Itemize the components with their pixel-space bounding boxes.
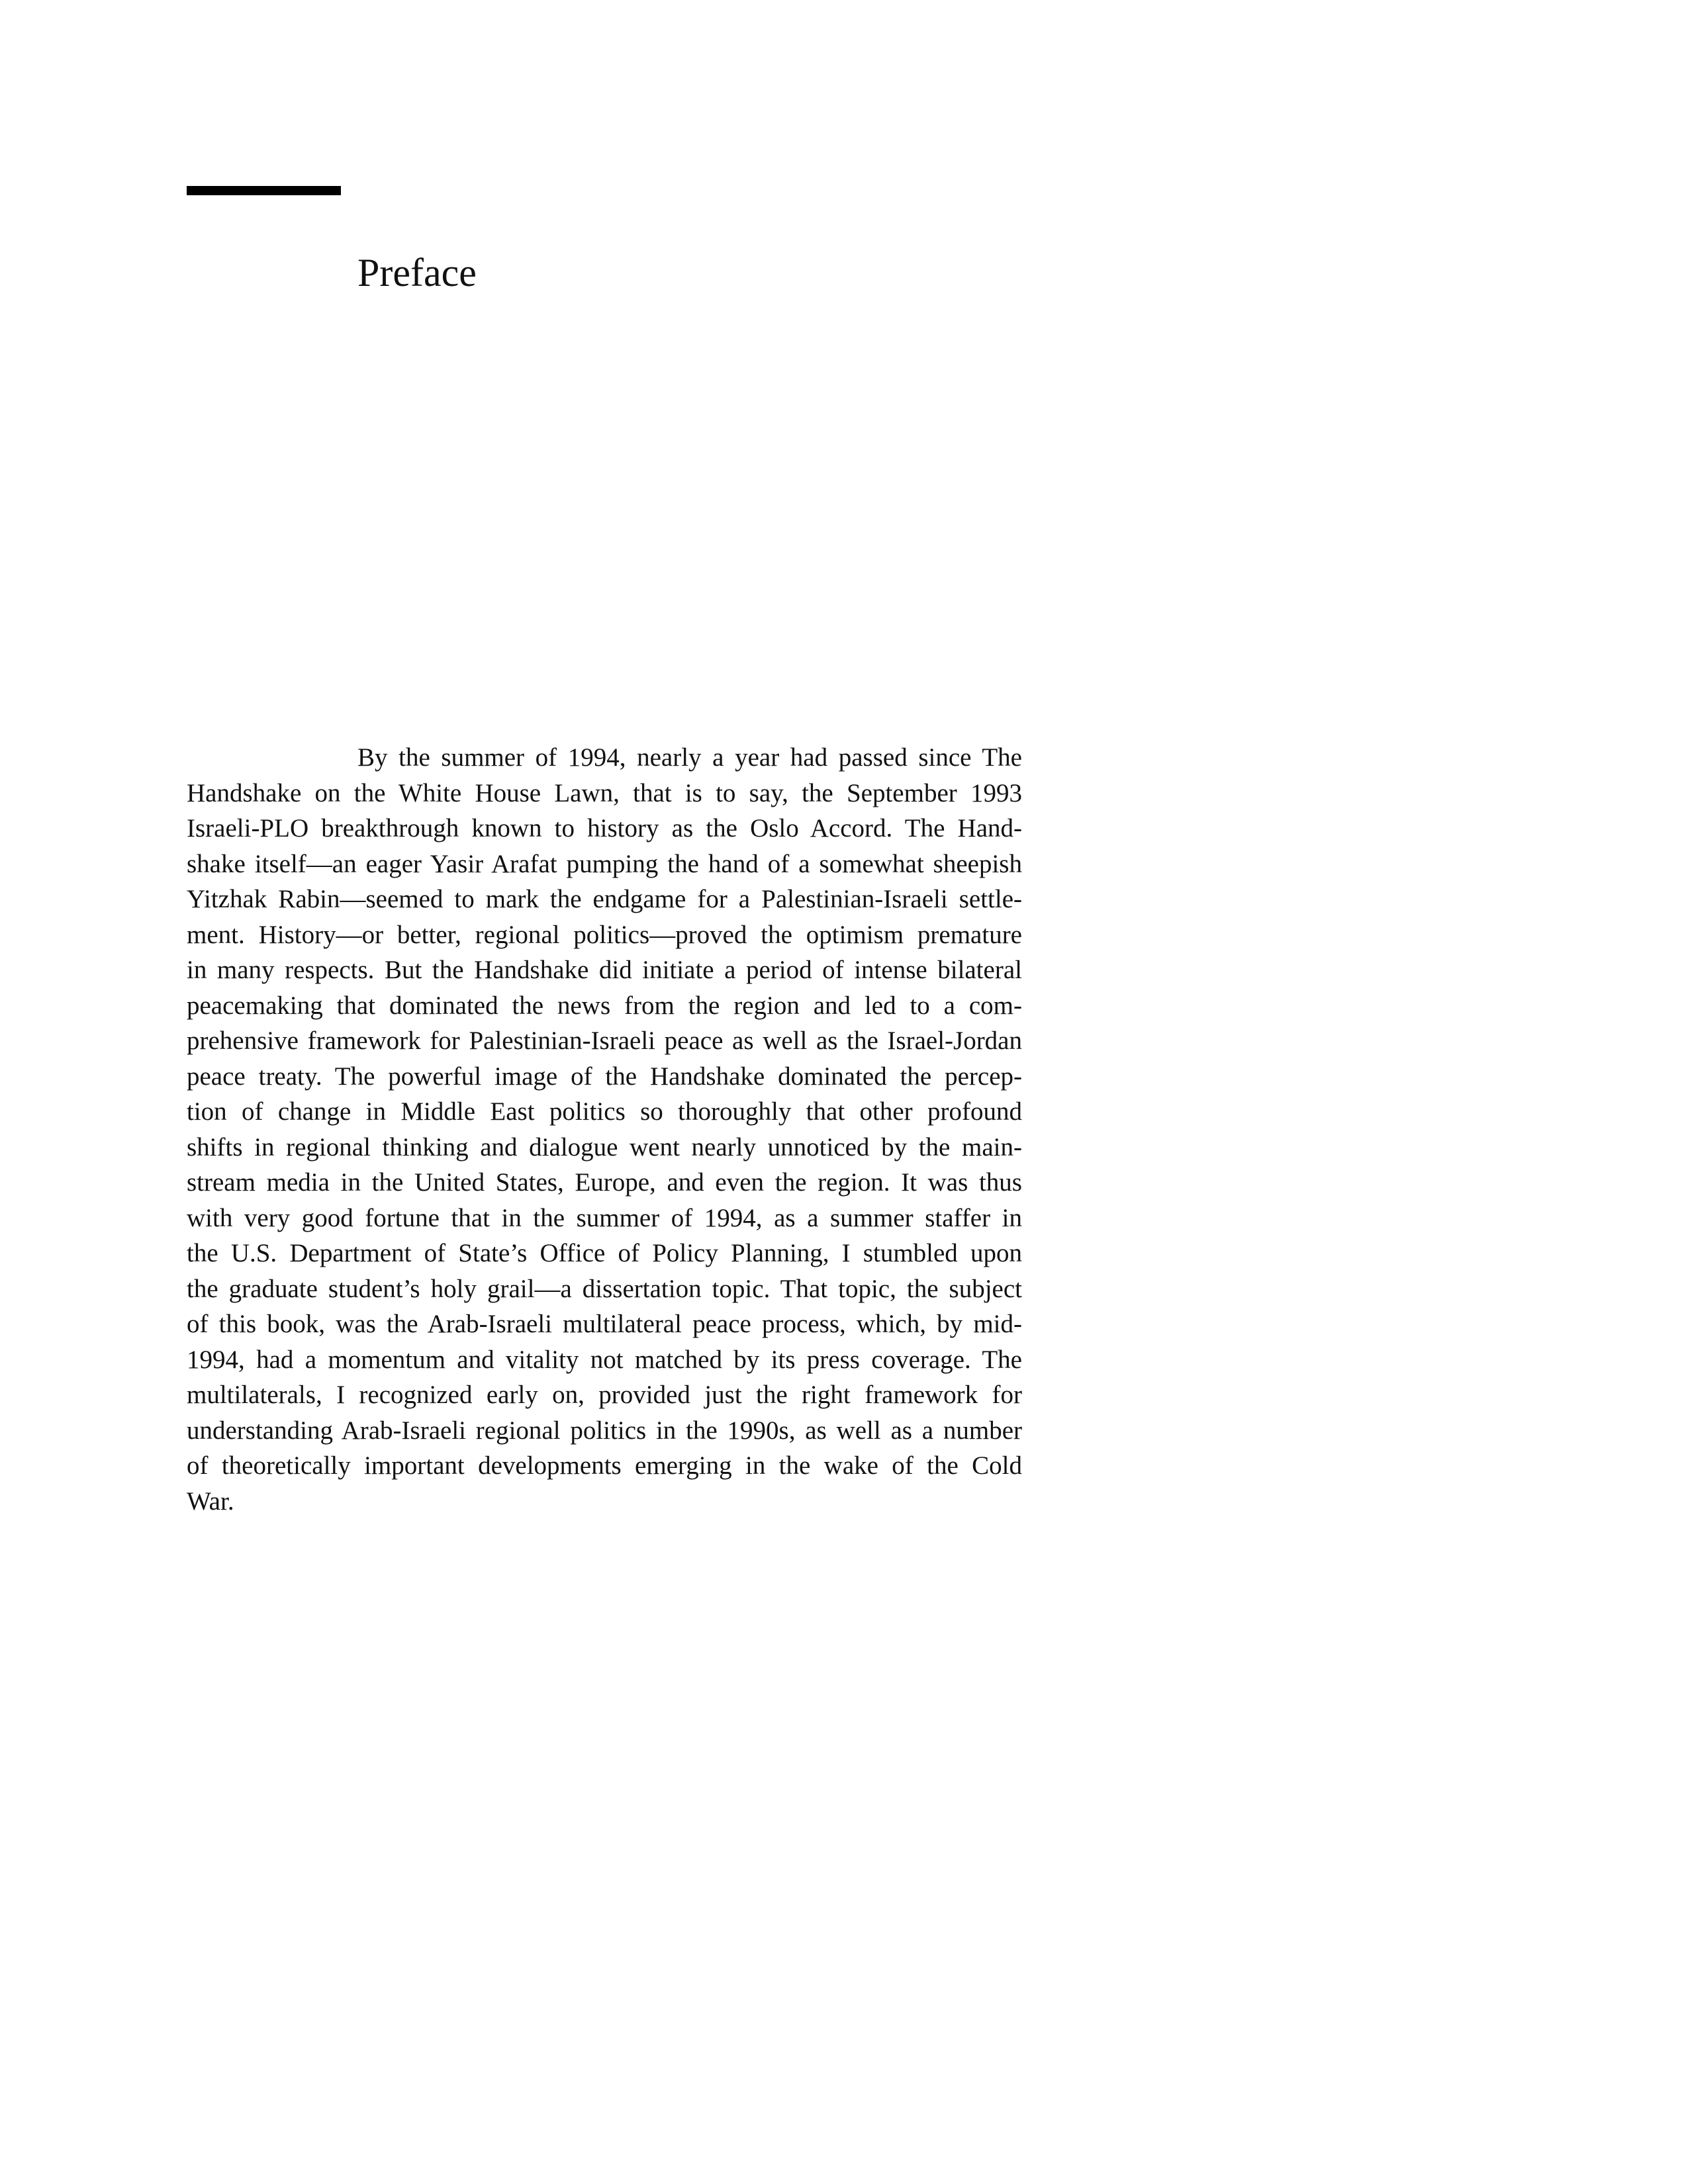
paragraph-line: the U.S. Department of State’s Office of Policy Planning, I stumbled upon [187,1239,1022,1267]
paragraph-line: with very good fortune that in the summer of 1994, as a summer staffer in [187,1203,1022,1232]
paragraph-line: multilaterals, I recognized early on, provided just the right framework for [187,1381,1022,1409]
paragraph-line: 1994, had a momentum and vitality not matched by its press coverage. The [187,1345,1022,1374]
paragraph-line: peacemaking that dominated the news from the region and led to a com- [187,991,1022,1020]
paragraph-line: shifts in regional thinking and dialogue went nearly unnoticed by the main- [187,1132,1022,1161]
paragraph-line: of theoretically important developments emerging in the wake of the Cold [187,1451,1022,1480]
paragraph-line: prehensive framework for Palestinian-Israeli peace as well as the Israel-Jordan [187,1026,1022,1055]
paragraph-line: Israeli-PLO breakthrough known to history as the Oslo Accord. The Hand- [187,814,1022,842]
paragraph-line: Handshake on the White House Lawn, that is to say, the September 1993 [187,778,1022,807]
paragraph-line: shake itself—an eager Yasir Arafat pumping the hand of a somewhat sheepish [187,849,1022,878]
paragraph-line: the graduate student’s holy grail—a dissertation topic. That topic, the subject [187,1274,1022,1303]
paragraph-line: War. [187,1486,234,1516]
chapter-rule [187,186,341,195]
paragraph-line: in many respects. But the Handshake did initiate a period of intense bilateral [187,956,1022,984]
paragraph-line: stream media in the United States, Europe, and even the region. It was thus [187,1168,1022,1197]
paragraph-line: peace treaty. The powerful image of the Handshake dominated the percep- [187,1062,1022,1091]
paragraph-line: ment. History—or better, regional politics—proved the optimism premature [187,920,1022,949]
paragraph-line: Yitzhak Rabin—seemed to mark the endgame for a Palestinian-Israeli settle- [187,885,1022,913]
preface-paragraph [187,740,1022,1519]
paragraph-line: understanding Arab-Israeli regional politics in the 1990s, as well as a number [187,1416,1022,1445]
chapter-title: Preface [357,251,477,295]
paragraph-line: By the summer of 1994, nearly a year had passed since The [357,743,1022,772]
paragraph-line: of this book, was the Arab-Israeli multilateral peace process, which, by mid- [187,1310,1022,1338]
paragraph-line: tion of change in Middle East politics so thoroughly that other profound [187,1097,1022,1126]
